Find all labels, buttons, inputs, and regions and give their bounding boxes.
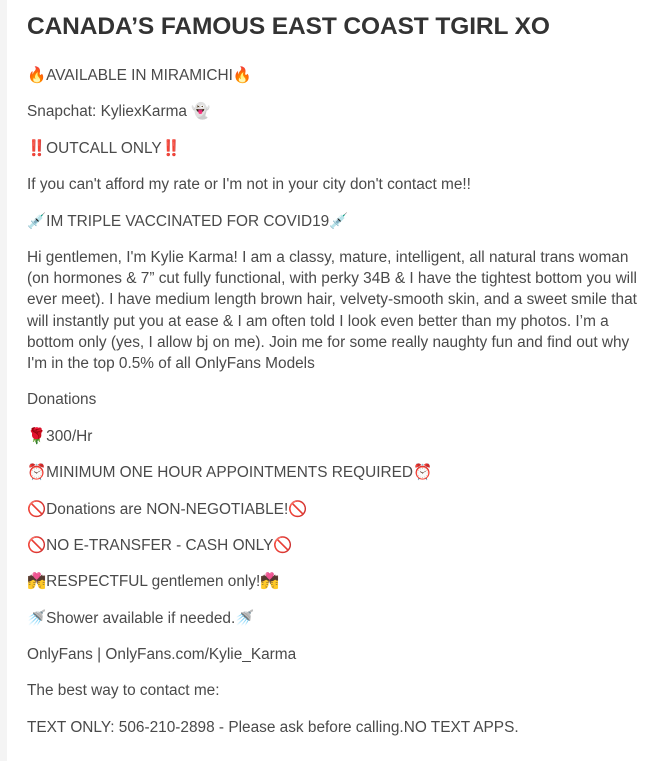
outcall-line: ‼️OUTCALL ONLY‼️	[27, 139, 181, 157]
availability-line: 🔥AVAILABLE IN MIRAMICHI🔥	[27, 67, 253, 84]
vaccination-line: 💉IM TRIPLE VACCINATED FOR COVID19💉	[27, 212, 349, 230]
respectful-line: 💏RESPECTFUL gentlemen only!💏	[27, 573, 280, 591]
rate-line: 🌹300/Hr	[27, 427, 93, 445]
ad-content	[27, 10, 642, 753]
minimum-line: ⏰MINIMUM ONE HOUR APPOINTMENTS REQUIRED⏰	[27, 464, 433, 482]
shower-line: 🚿Shower available if needed.🚿	[27, 609, 255, 627]
contact-heading: The best way to contact me:	[27, 682, 220, 700]
text-only-line: TEXT ONLY: 506-210-2898 - Please ask before calling.NO TEXT APPS.	[27, 718, 519, 736]
afford-notice: If you can't afford my rate or I'm not in your city don't contact me!!	[27, 176, 471, 194]
snapchat-line: Snapchat: KyliexKarma 👻	[27, 103, 211, 121]
non-negotiable-line: 🚫Donations are NON-NEGOTIABLE!🚫	[27, 500, 308, 518]
donations-heading: Donations	[27, 391, 97, 409]
ad-panel	[7, 0, 647, 761]
ad-title: CANADA’S FAMOUS EAST COAST TGIRL XO	[27, 13, 550, 40]
bio-paragraph: Hi gentlemen, I'm Kylie Karma! I am a classy, mature, intelligent, all natural trans woman (on hormones & 7” cut fully functional, with perky 34B & I have the tightest bottom you will ever meet). I have medium length brown hair, velvety-smooth skin, and a sweet smile that will instantly put you at ease & I am often told I look even better than my photos. I’m a bottom only (yes, I allow bj on me). Join me for some really naughty fun and find out why I'm in the top 0.5% of all OnlyFans Models	[27, 248, 637, 372]
cash-only-line: 🚫NO E-TRANSFER - CASH ONLY🚫	[27, 536, 293, 554]
onlyfans-line: OnlyFans | OnlyFans.com/Kylie_Karma	[27, 646, 297, 664]
